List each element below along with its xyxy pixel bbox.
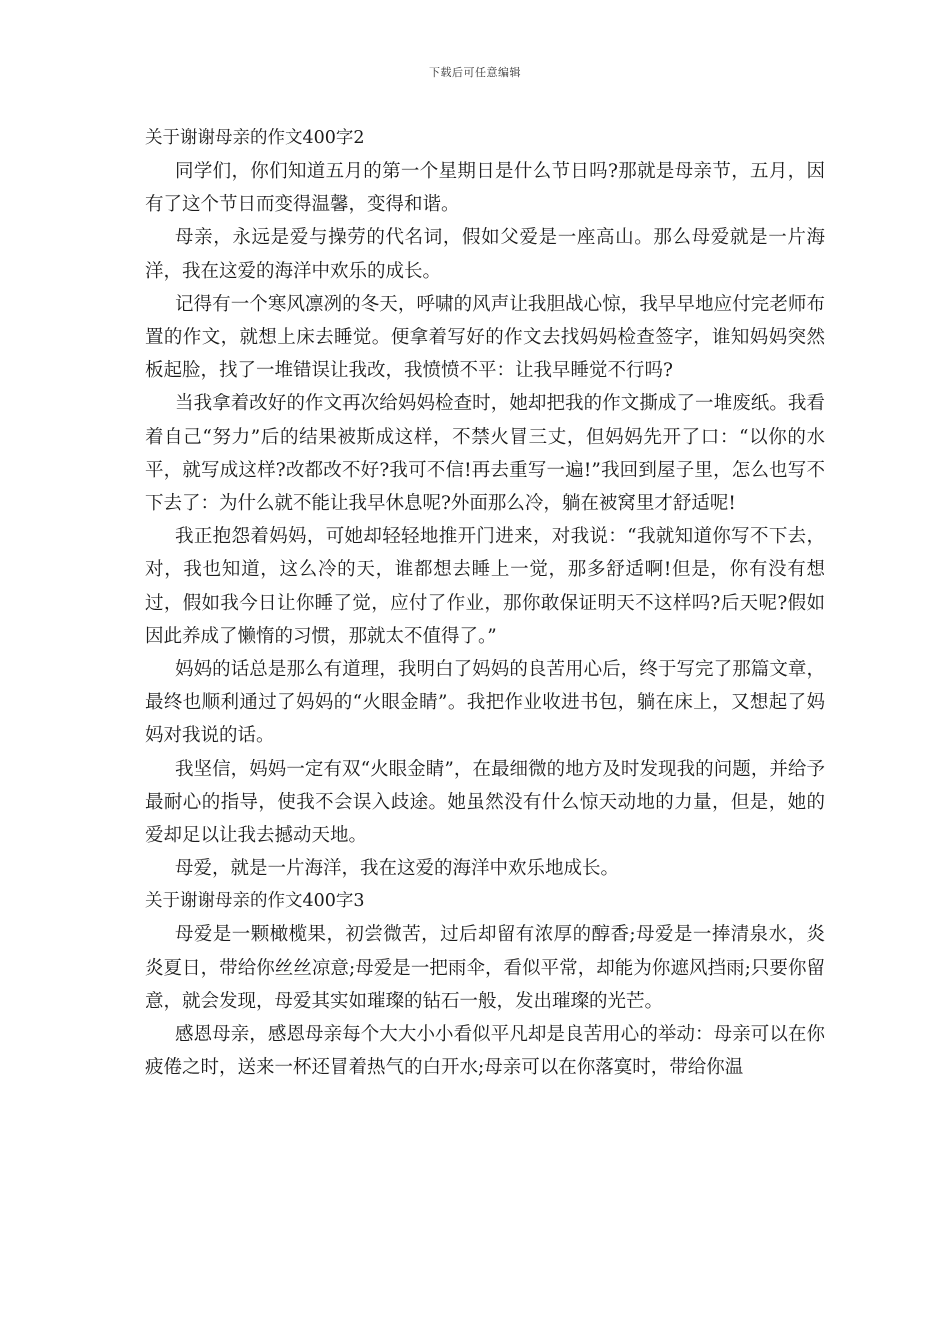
paragraph: 妈妈的话总是那么有道理，我明白了妈妈的良苦用心后，终于写完了那篇文章，最终也顺利通过了妈妈的“火眼金睛”。我把作业收进书包，躺在床上，又想起了妈妈对我说的话。 — [145, 659, 825, 747]
paragraph: 母爱是一颗橄榄果，初尝微苦，过后却留有浓厚的醇香;母爱是一捧清泉水，炎炎夏日，带给你丝丝凉意;母爱是一把雨伞，看似平常，却能为你遮风挡雨;只要你留意，就会发现，母爱其实如璀璨的钻石一般，发出璀璨的光芒。 — [145, 924, 825, 1012]
paragraph: 当我拿着改好的作文再次给妈妈检查时，她却把我的作文撕成了一堆废纸。我看着自己“努力”后的结果被斯成这样，不禁火冒三丈，但妈妈先开了口：“以你的水平，就写成这样?改都改不好?我可不信!再去重写一遍!”我回到屋子里，怎么也写不下去了：为什么就不能让我早休息呢?外面那么冷，躺在被窝里才舒适呢! — [145, 393, 825, 515]
paragraph: 同学们，你们知道五月的第一个星期日是什么节日吗?那就是母亲节，五月，因有了这个节日而变得温馨，变得和谐。 — [145, 161, 825, 216]
paragraph: 母爱，就是一片海洋，我在这爱的海洋中欢乐地成长。 — [175, 858, 620, 880]
paragraph: 感恩母亲，感恩母亲每个大大小小看似平凡却是良苦用心的举动：母亲可以在你疲倦之时，送来一杯还冒着热气的白开水;母亲可以在你落寞时，带给你温 — [145, 1024, 825, 1079]
document-body — [145, 122, 825, 1084]
paragraph: 我坚信，妈妈一定有双“火眼金睛”，在最细微的地方及时发现我的问题，并给予最耐心的指导，使我不会误入歧途。她虽然没有什么惊天动地的力量，但是，她的爱却足以让我去撼动天地。 — [145, 758, 825, 847]
page-header-note: 下载后可任意编辑 — [429, 66, 521, 79]
essay-title: 关于谢谢母亲的作文400字2 — [145, 128, 365, 148]
paragraph: 我正抱怨着妈妈，可她却轻轻地推开门进来，对我说：“我就知道你写不下去，对，我也知道，这么冷的天，谁都想去睡上一觉，那多舒适啊!但是，你有没有想过，假如我今日让你睡了觉，应付了作业，那你敢保证明天不这样吗?后天呢?假如因此养成了懒惰的习惯，那就太不值得了。” — [145, 526, 825, 647]
paragraph: 记得有一个寒风凛冽的冬天，呼啸的风声让我胆战心惊，我早早地应付完老师布置的作文，就想上床去睡觉。便拿着写好的作文去找妈妈检查签字，谁知妈妈突然板起脸，找了一堆错误让我改，我愤愤不平：让我早睡觉不行吗? — [145, 293, 825, 382]
paragraph: 母亲，永远是爱与操劳的代名词，假如父爱是一座高山。那么母爱就是一片海洋，我在这爱的海洋中欢乐的成长。 — [145, 227, 825, 282]
essay-title: 关于谢谢母亲的作文400字3 — [145, 891, 365, 912]
